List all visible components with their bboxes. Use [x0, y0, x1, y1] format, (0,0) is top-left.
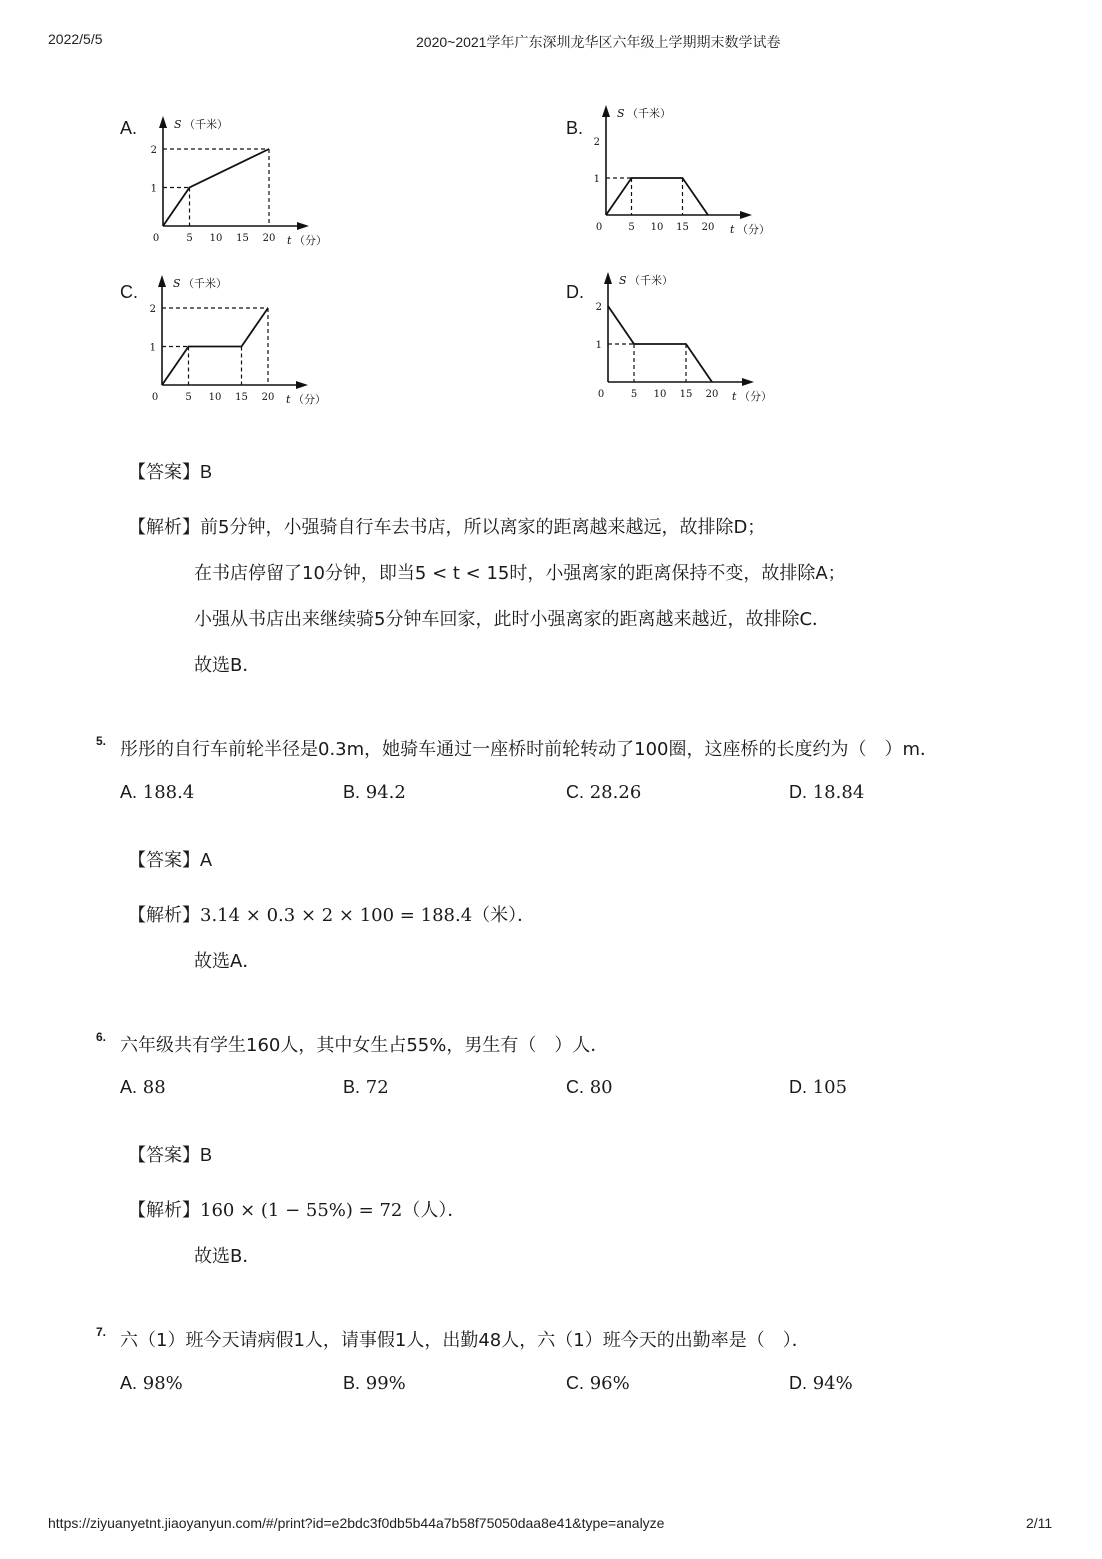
x-tick-label: 10 — [208, 392, 222, 403]
y-tick-label: 1 — [150, 183, 157, 195]
origin-label: 0 — [597, 389, 605, 400]
y-tick-label: 2 — [595, 302, 602, 313]
x-tick-label: 5 — [630, 389, 638, 400]
x-tick-label: 20 — [261, 392, 275, 403]
q6-option-c[interactable]: C. 80 — [566, 1077, 613, 1098]
answer-tag: 【答案】 — [128, 462, 200, 483]
distance-line — [606, 178, 708, 215]
page-number: 2/11 — [1026, 1515, 1053, 1531]
y-tick-label: 1 — [149, 342, 156, 354]
q6-analysis — [128, 1196, 465, 1222]
graph-option-a — [140, 108, 340, 253]
q5-option-a[interactable]: A. 188.4 — [120, 782, 195, 803]
q6-analysis-line-2: 故选B． — [194, 1246, 261, 1267]
x-tick-label: 15 — [679, 389, 693, 400]
q7-option-d[interactable]: D. 94% — [789, 1373, 853, 1394]
y-axis-label: S — [619, 274, 627, 287]
print-date: 2022/5/5 — [48, 31, 103, 47]
answer-value: B — [200, 1145, 213, 1165]
graph-option-d-label: D. — [566, 282, 584, 302]
x-axis-label: t — [730, 223, 735, 236]
x-tick-label: 20 — [705, 389, 719, 400]
q6-option-a[interactable]: A. 88 — [120, 1077, 166, 1098]
x-axis-unit: （分） — [739, 390, 772, 403]
y-axis-unit: （千米） — [627, 107, 671, 120]
y-axis-label: S — [174, 118, 182, 131]
x-tick-label: 10 — [650, 222, 664, 233]
x-tick-label: 10 — [209, 233, 223, 244]
y-tick-label: 2 — [149, 304, 156, 315]
graph-option-c — [140, 264, 340, 409]
x-axis-label: t — [732, 390, 737, 403]
x-axis-arrow — [296, 381, 308, 389]
x-axis-label: t — [287, 234, 292, 247]
q5-number: 5. — [96, 734, 107, 748]
q7-question: 六（1）班今天请病假1人，请事假1人，出勤48人，六（1）班今天的出勤率是（ ）． — [120, 1330, 810, 1351]
answer-value: B — [200, 462, 213, 482]
graph-option-d — [586, 267, 786, 412]
graph-option-b — [586, 100, 786, 245]
q5-analysis-line-2: 故选A． — [194, 951, 261, 972]
y-tick-label: 1 — [595, 340, 602, 351]
y-axis-unit: （千米） — [629, 274, 673, 287]
x-tick-label: 15 — [235, 392, 248, 403]
analysis-line: 3.14 × 0.3 × 2 × 100 = 188.4（米）． — [200, 905, 536, 926]
analysis-tag: 【解析】 — [128, 1200, 200, 1221]
x-axis-unit: （分） — [737, 223, 770, 236]
x-axis-arrow — [297, 222, 309, 230]
graph-option-b-label: B. — [566, 118, 584, 138]
q7-option-b[interactable]: B. 99% — [343, 1373, 406, 1394]
answer-tag: 【答案】 — [128, 1145, 200, 1166]
q5-answer — [128, 846, 212, 872]
q4-analysis-line-3: 小强从书店出来继续骑5分钟车回家，此时小强离家的距离越来越近，故排除C． — [194, 609, 831, 630]
q5-option-b[interactable]: B. 94.2 — [343, 782, 406, 803]
y-tick-label: 2 — [150, 145, 157, 156]
answer-tag: 【答案】 — [128, 850, 200, 871]
q5-question: 彤彤的自行车前轮半径是0.3m，她骑车通过一座桥时前轮转动了100圈，这座桥的长度约为（ ）m． — [120, 739, 939, 760]
y-tick-label: 2 — [593, 137, 600, 148]
x-axis-label: t — [286, 393, 291, 406]
graph-option-c-label: C. — [120, 282, 138, 302]
q6-answer — [128, 1141, 212, 1167]
q4-analysis-line-2: 在书店停留了10分钟，即当5 < t < 15时，小强离家的距离保持不变，故排除A； — [194, 563, 846, 584]
analysis-line: 160 × (1 − 55%) = 72（人）． — [200, 1200, 466, 1221]
origin-label: 0 — [152, 233, 160, 244]
y-axis-arrow — [159, 116, 167, 128]
q7-option-a[interactable]: A. 98% — [120, 1373, 183, 1394]
x-tick-label: 10 — [653, 389, 667, 400]
x-tick-label: 5 — [186, 233, 193, 244]
q6-number: 6. — [96, 1030, 107, 1044]
q5-option-d[interactable]: D. 18.84 — [789, 782, 865, 803]
analysis-tag: 【解析】 — [128, 517, 200, 538]
x-tick-label: 5 — [628, 222, 635, 233]
q5-analysis — [128, 901, 535, 927]
x-tick-label: 20 — [701, 222, 715, 233]
x-tick-label: 20 — [262, 233, 276, 244]
analysis-tag: 【解析】 — [128, 905, 200, 926]
document-title: 2020~2021学年广东深圳龙华区六年级上学期期末数学试卷 — [416, 34, 781, 50]
q7-option-c[interactable]: C. 96% — [566, 1373, 630, 1394]
q6-option-d[interactable]: D. 105 — [789, 1077, 848, 1098]
x-axis-unit: （分） — [293, 393, 326, 406]
q6-question: 六年级共有学生160人，其中女生占55%，男生有（ ）人． — [120, 1035, 609, 1056]
y-axis-label: S — [617, 107, 625, 120]
y-axis-arrow — [158, 275, 166, 287]
y-axis-unit: （千米） — [183, 277, 227, 290]
answer-value: A — [200, 850, 213, 870]
graph-option-a-label: A. — [120, 118, 138, 138]
x-tick-label: 5 — [185, 392, 192, 403]
q4-analysis — [128, 513, 765, 539]
y-axis-label: S — [173, 277, 181, 290]
x-tick-label: 15 — [676, 222, 689, 233]
y-axis-arrow — [604, 272, 612, 284]
q4-answer — [128, 458, 212, 484]
q7-number: 7. — [96, 1325, 107, 1339]
origin-label: 0 — [151, 392, 159, 403]
q6-option-b[interactable]: B. 72 — [343, 1077, 389, 1098]
q5-option-c[interactable]: C. 28.26 — [566, 782, 642, 803]
y-axis-unit: （千米） — [184, 118, 228, 131]
origin-label: 0 — [595, 222, 603, 233]
x-tick-label: 15 — [236, 233, 249, 244]
x-axis-arrow — [740, 211, 752, 219]
footer-url[interactable]: https://ziyuanyetnt.jiaoyanyun.com/#/print?id=e2bdc3f0db5b44a7b58f75050daa8e41&type=analyze — [48, 1515, 665, 1531]
analysis-line: 前5分钟，小强骑自行车去书店，所以离家的距离越来越远，故排除D； — [200, 517, 766, 538]
x-axis-arrow — [742, 378, 754, 386]
y-axis-arrow — [602, 105, 610, 117]
x-axis-unit: （分） — [294, 234, 327, 247]
y-tick-label: 1 — [593, 174, 600, 185]
q4-analysis-line-4: 故选B． — [194, 655, 261, 676]
